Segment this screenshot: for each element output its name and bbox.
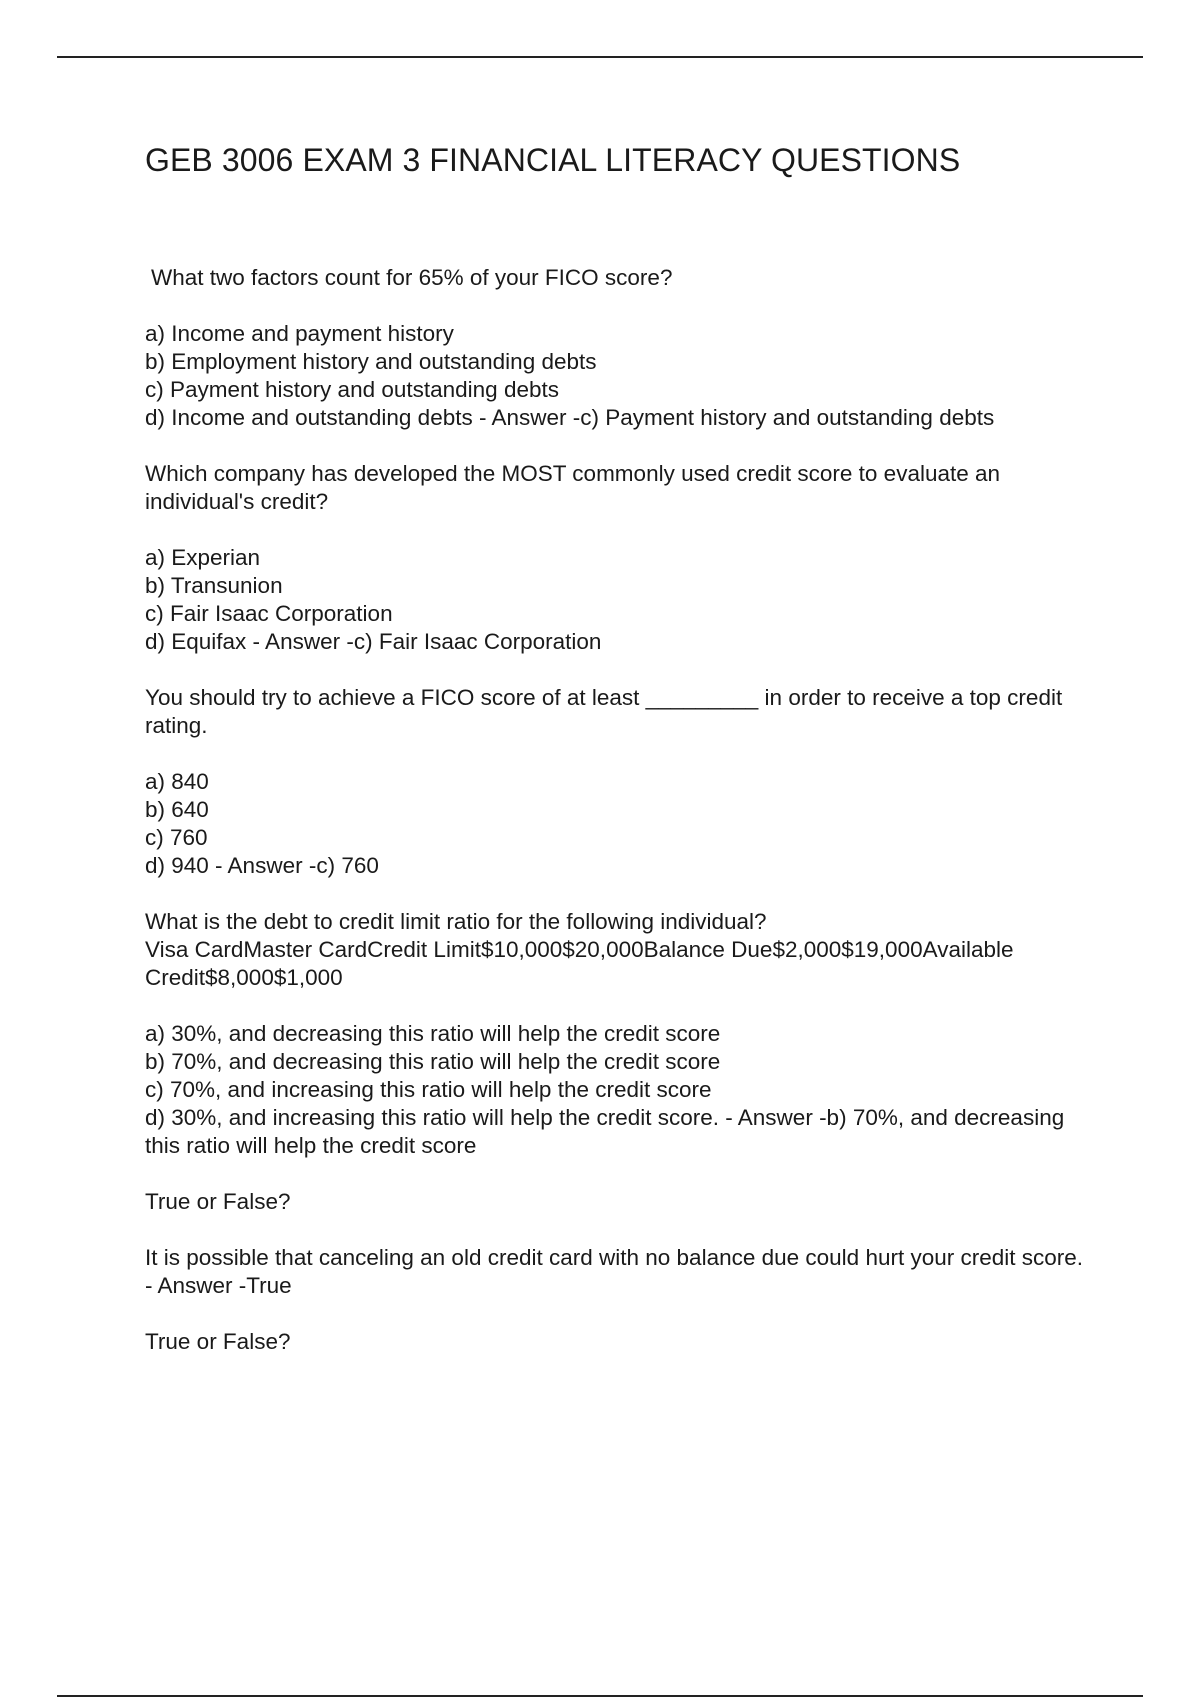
question-6-prompt: True or False?: [145, 1329, 291, 1354]
bottom-rule: [57, 1695, 1143, 1697]
question-list: [145, 264, 1085, 1356]
question-2-option-d-answer: d) Equifax - Answer -c) Fair Isaac Corporation: [145, 629, 602, 654]
question-4-option-c: c) 70%, and increasing this ratio will help the credit score: [145, 1077, 712, 1102]
question-6: [145, 1328, 1085, 1356]
question-2-prompt: Which company has developed the MOST commonly used credit score to evaluate an individual's credit?: [145, 461, 1001, 514]
question-4: [145, 908, 1085, 1160]
question-4-prompt: What is the debt to credit limit ratio for the following individual?: [145, 909, 767, 934]
question-1-option-a: a) Income and payment history: [145, 321, 454, 346]
question-2-option-a: a) Experian: [145, 545, 261, 570]
question-2-option-c: c) Fair Isaac Corporation: [145, 601, 393, 626]
question-1-option-c: c) Payment history and outstanding debts: [145, 377, 559, 402]
question-3: [145, 684, 1085, 880]
question-3-option-a: a) 840: [145, 769, 209, 794]
question-2: [145, 460, 1085, 656]
top-rule: [57, 56, 1143, 58]
question-5-prompt: True or False?: [145, 1189, 291, 1214]
question-3-prompt: You should try to achieve a FICO score of at least _________ in order to receive a top credit rating.: [145, 685, 1063, 738]
question-3-option-d-answer: d) 940 - Answer -c) 760: [145, 853, 379, 878]
question-2-option-b: b) Transunion: [145, 573, 283, 598]
question-1: [145, 264, 1085, 432]
question-4-table-text: Visa CardMaster CardCredit Limit$10,000$20,000Balance Due$2,000$19,000Available Credit$8,000$1,000: [145, 937, 1014, 990]
question-1-option-b: b) Employment history and outstanding debts: [145, 349, 597, 374]
question-3-option-b: b) 640: [145, 797, 209, 822]
question-5-statement-answer: It is possible that canceling an old credit card with no balance due could hurt your credit score. - Answer -True: [145, 1245, 1084, 1298]
question-3-option-c: c) 760: [145, 825, 208, 850]
question-1-option-d-answer: d) Income and outstanding debts - Answer -c) Payment history and outstanding debts: [145, 405, 995, 430]
question-5: [145, 1188, 1085, 1300]
document-title: GEB 3006 EXAM 3 FINANCIAL LITERACY QUESTIONS: [145, 142, 961, 178]
question-4-option-d-answer: d) 30%, and increasing this ratio will help the credit score. - Answer -b) 70%, and decreasing this ratio will help the credit score: [145, 1105, 1065, 1158]
question-1-prompt: What two factors count for 65% of your FICO score?: [151, 265, 673, 290]
question-4-option-b: b) 70%, and decreasing this ratio will help the credit score: [145, 1049, 721, 1074]
question-4-option-a: a) 30%, and decreasing this ratio will help the credit score: [145, 1021, 721, 1046]
